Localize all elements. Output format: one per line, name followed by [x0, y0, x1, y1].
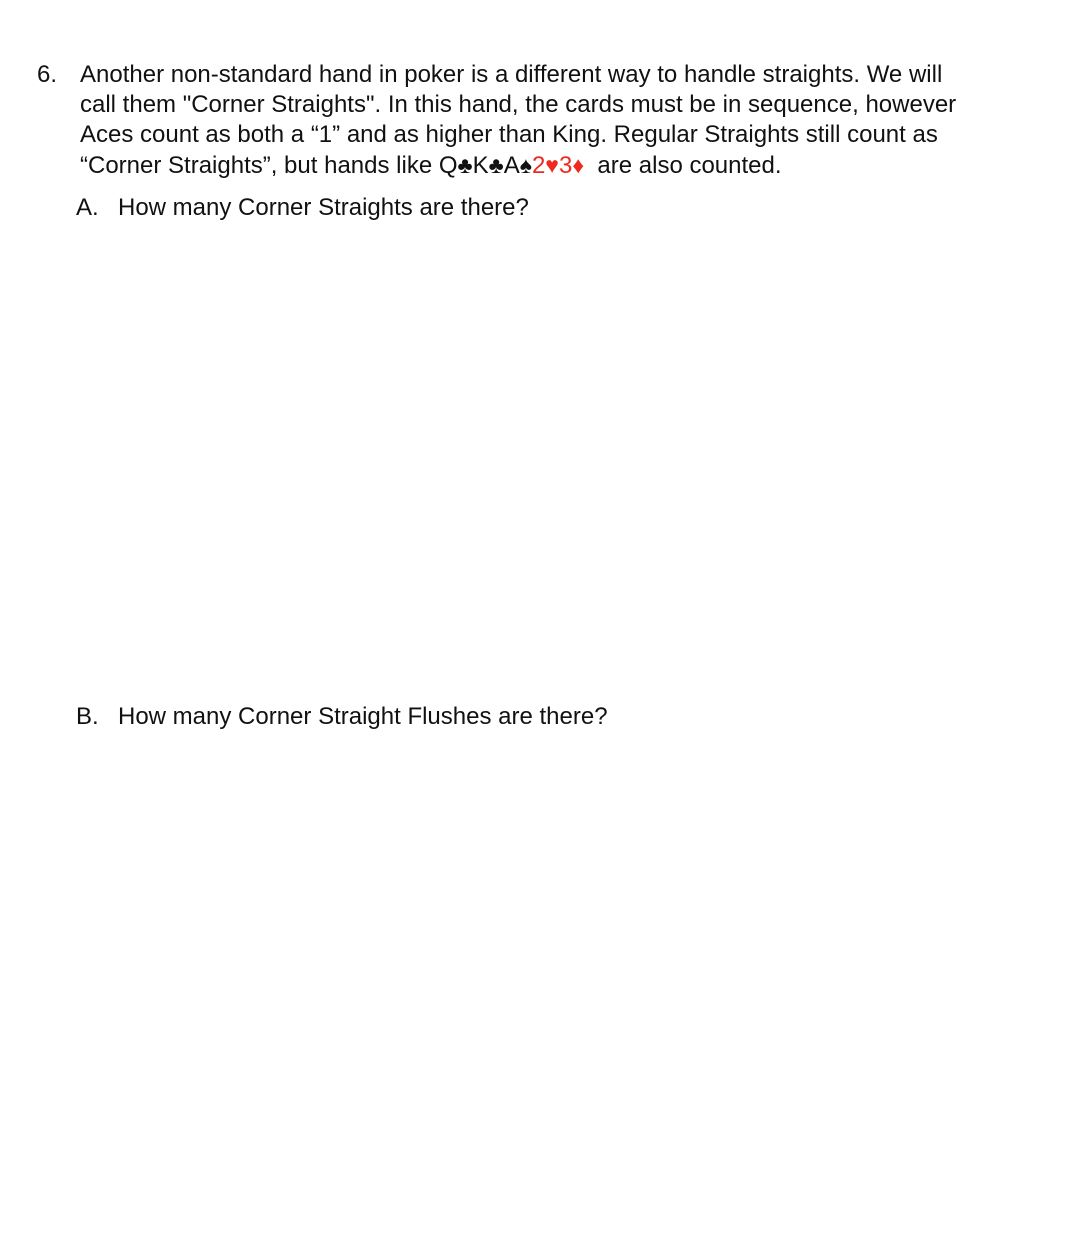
- card-ace-spades: [504, 152, 532, 179]
- card-rank: K: [472, 152, 489, 179]
- part-b-question: How many Corner Straight Flushes are there?: [118, 703, 608, 730]
- part-b: [76, 702, 608, 732]
- card-rank: A: [503, 152, 520, 179]
- card-three-diamonds: [559, 152, 584, 179]
- card-rank: 2: [531, 152, 546, 179]
- statement-line-2: call them "Corner Straights". In this hand, the cards must be in sequence, however: [80, 91, 957, 118]
- part-a: [76, 193, 529, 223]
- problem-statement: [80, 60, 1040, 181]
- card-king-clubs: [473, 152, 504, 179]
- part-a-letter: A.: [76, 194, 99, 221]
- club-icon: ♣: [488, 152, 504, 178]
- part-b-letter: B.: [76, 703, 99, 730]
- card-queen-clubs: [439, 152, 473, 179]
- statement-line-4-suffix: are also counted.: [597, 152, 782, 179]
- diamond-icon: ♦: [572, 152, 585, 178]
- card-rank: 3: [558, 152, 573, 179]
- heart-icon: ♥: [545, 152, 559, 178]
- statement-line-4: [80, 150, 1040, 181]
- part-a-question: How many Corner Straights are there?: [118, 194, 529, 221]
- card-rank: Q: [438, 152, 458, 179]
- statement-line-1: Another non-standard hand in poker is a different way to handle straights. We will: [80, 61, 943, 88]
- card-two-hearts: [532, 152, 559, 179]
- spade-icon: ♠: [519, 152, 532, 178]
- problem-6: [37, 60, 1047, 181]
- statement-line-4-prefix: “Corner Straights”, but hands like: [80, 152, 439, 179]
- example-hand: [439, 152, 584, 179]
- problem-number: 6.: [37, 61, 58, 88]
- statement-line-3: Aces count as both a “1” and as higher than King. Regular Straights still count as: [80, 121, 938, 148]
- club-icon: ♣: [457, 152, 473, 178]
